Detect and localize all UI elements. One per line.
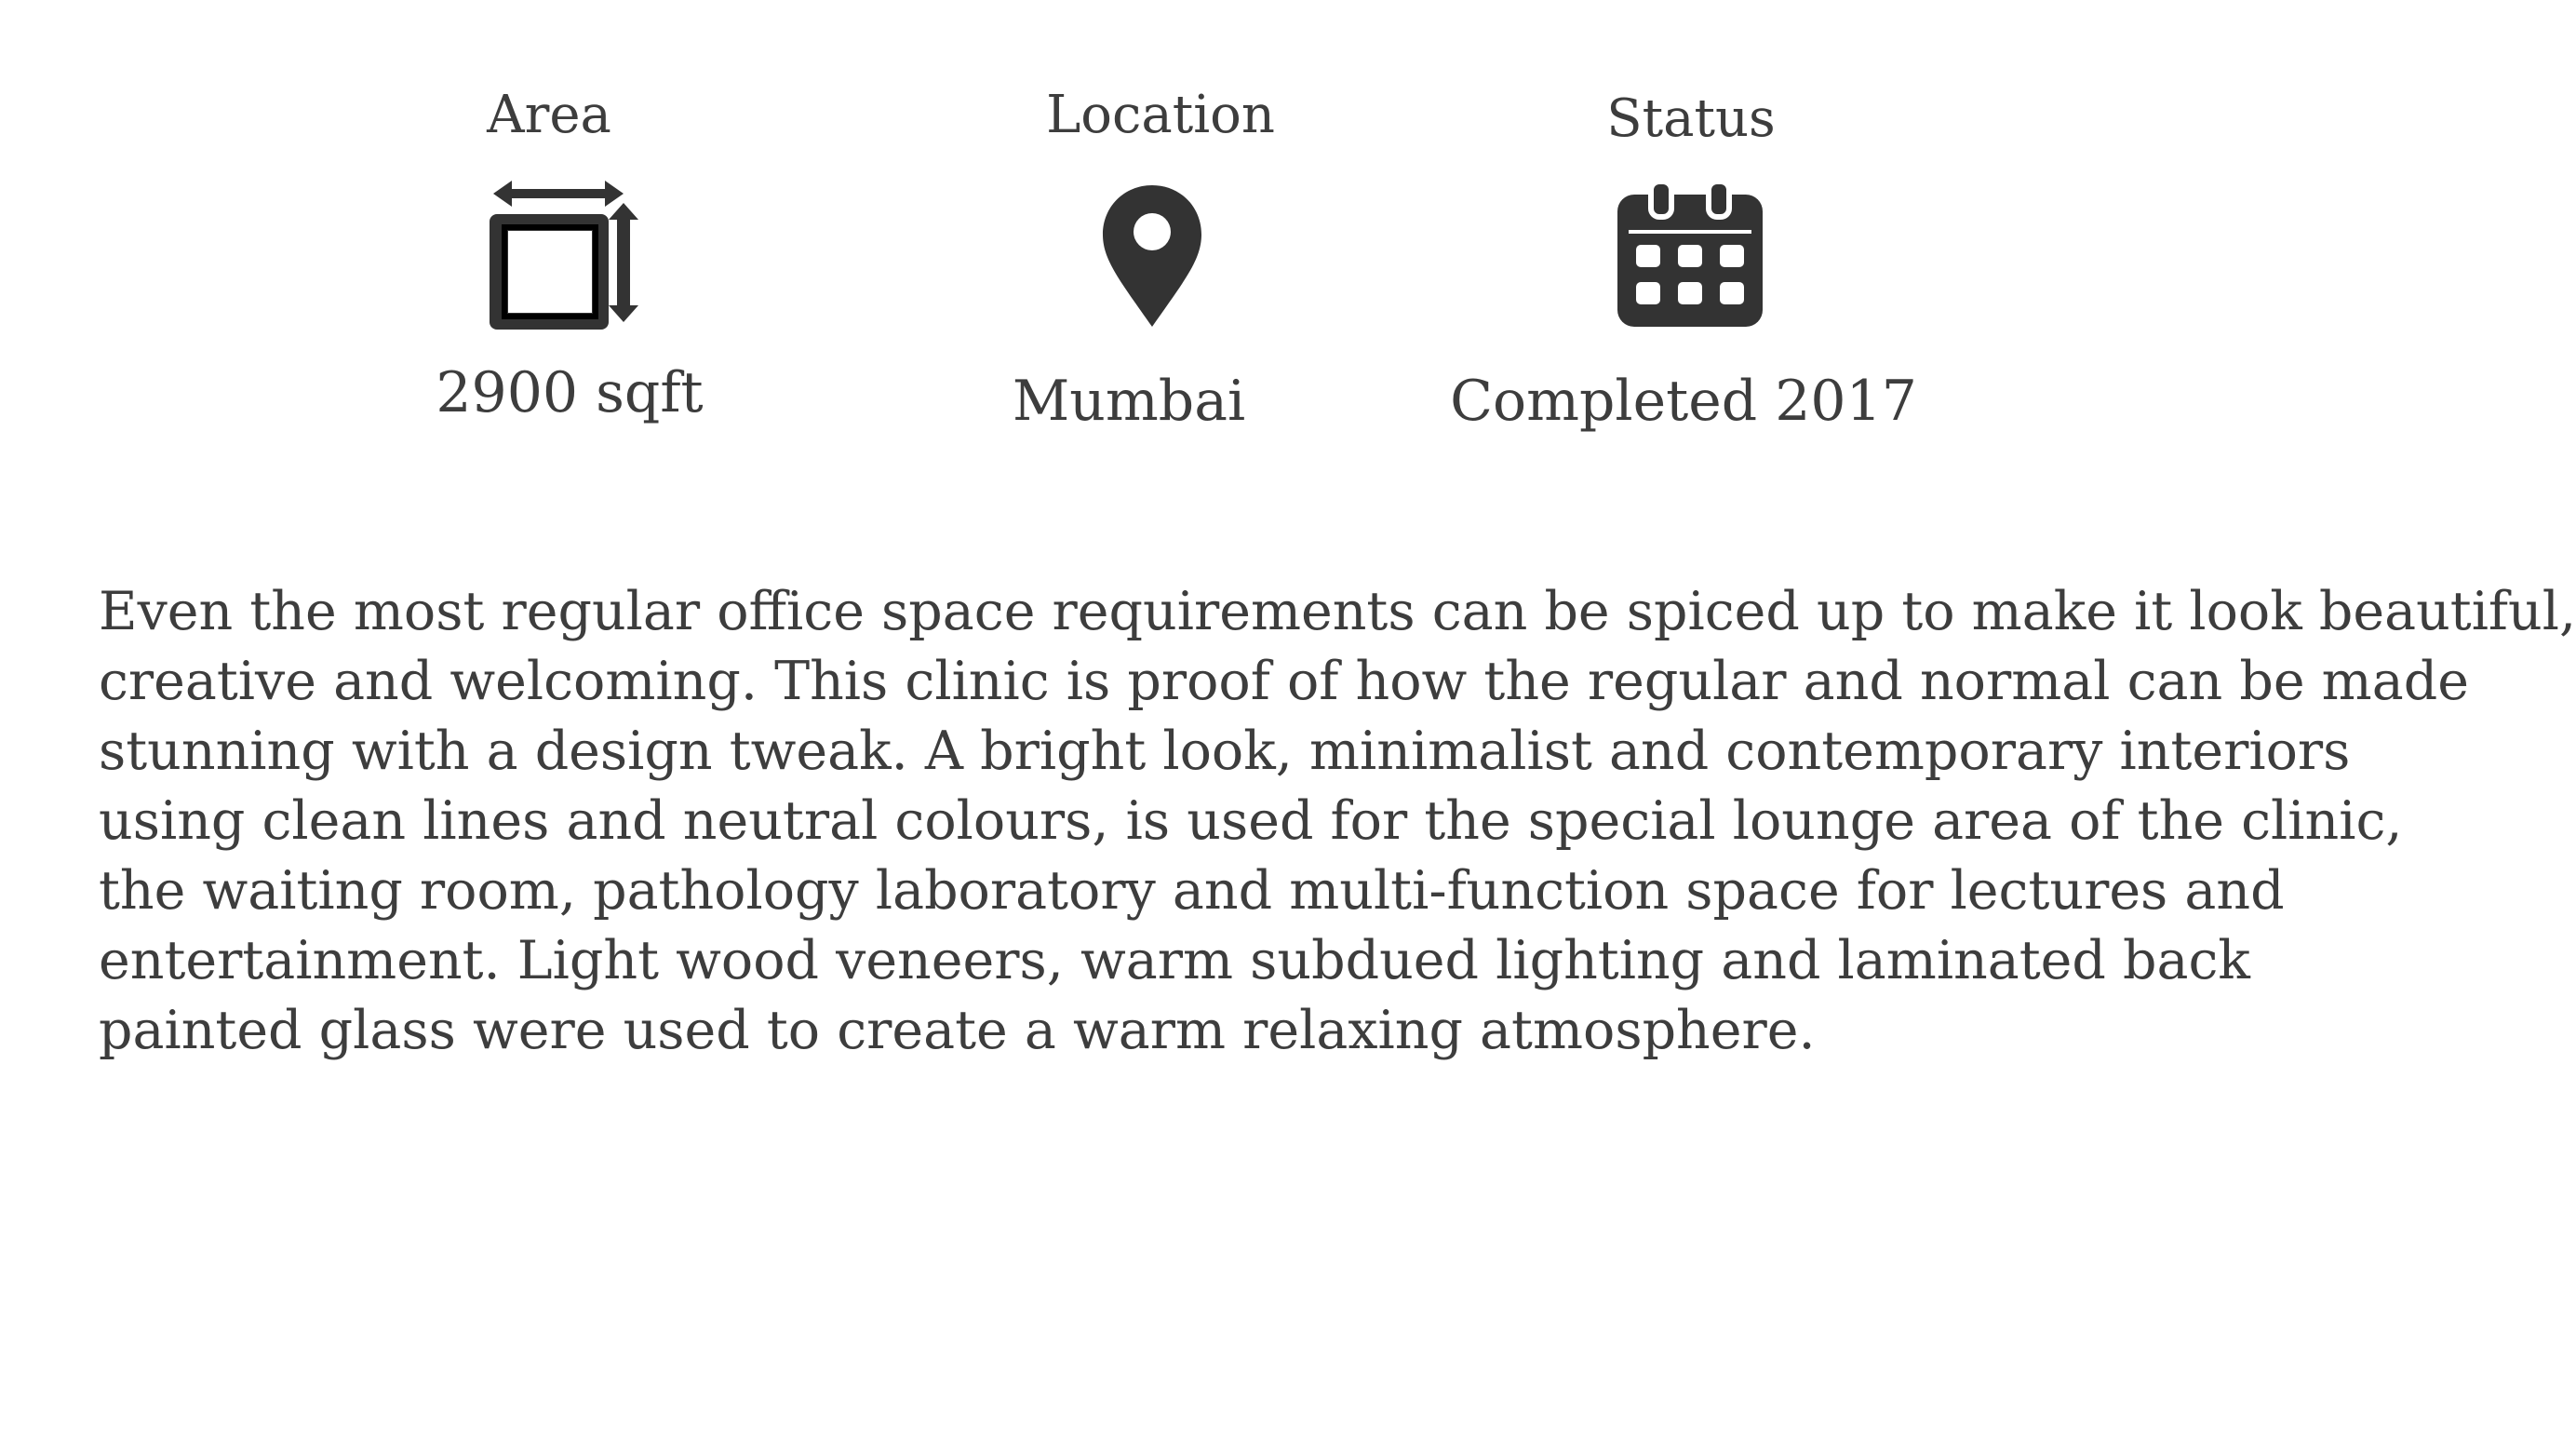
location-value: Mumbai bbox=[1012, 369, 1246, 434]
description-line: Even the most regular office space requirements can be spiced up to make it look beautiful, bbox=[99, 581, 2576, 642]
description-line: using clean lines and neutral colours, is used for the special lounge area of the clinic, bbox=[99, 790, 2403, 852]
area-value: 2900 sqft bbox=[436, 360, 704, 425]
status-label: Status bbox=[1606, 88, 1776, 149]
description-line: painted glass were used to create a warm relaxing atmosphere. bbox=[99, 1000, 1816, 1061]
description-line: entertainment. Light wood veneers, warm subdued lighting and laminated back bbox=[99, 930, 2250, 991]
map-pin-icon bbox=[1101, 183, 1203, 329]
description-line: the waiting room, pathology laboratory and multi-function space for lectures and bbox=[99, 860, 2285, 922]
description-line: stunning with a design tweak. A bright look, minimalist and contemporary interiors bbox=[99, 721, 2351, 782]
description-line: creative and welcoming. This clinic is proof of how the regular and normal can be made bbox=[99, 651, 2469, 712]
calendar-icon bbox=[1616, 182, 1764, 330]
area-label: Area bbox=[487, 85, 611, 145]
project-description bbox=[99, 577, 2576, 1066]
resize-square-icon bbox=[484, 177, 651, 335]
status-value: Completed 2017 bbox=[1450, 369, 1917, 434]
location-label: Location bbox=[1046, 85, 1275, 145]
